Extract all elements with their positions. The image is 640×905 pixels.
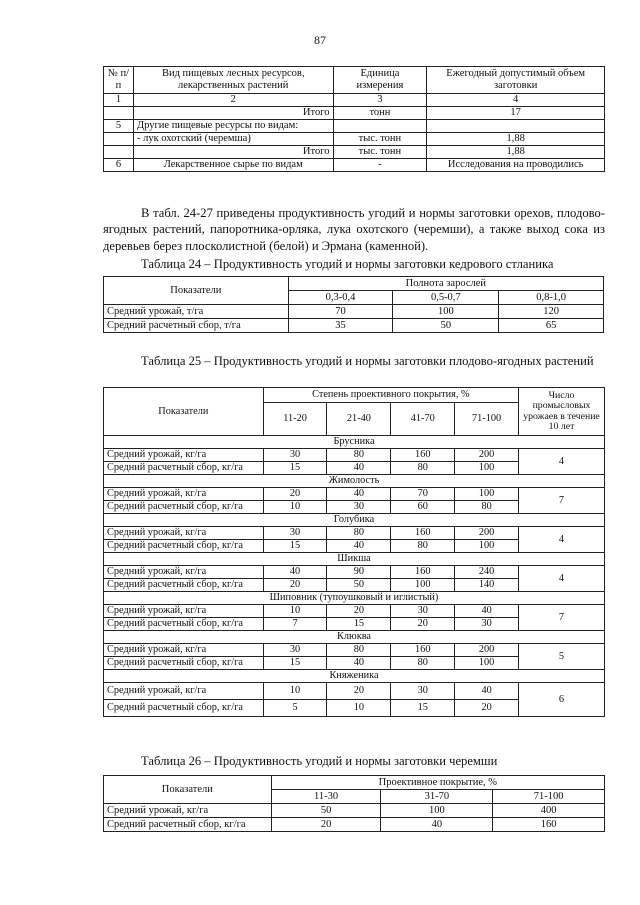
harvest-count: 6 (519, 683, 605, 717)
table-cell: 200 (455, 449, 519, 462)
section-title: Брусника (104, 436, 605, 449)
table-cell: 400 (493, 804, 605, 818)
row-label: Средний урожай, кг/га (104, 804, 272, 818)
table-cell: 80 (327, 644, 391, 657)
row-label: Средний урожай, кг/га (104, 566, 264, 579)
table-26 (103, 775, 605, 832)
table-cell: 100 (455, 462, 519, 475)
table-cell: 40 (327, 462, 391, 475)
table-cell: 240 (455, 566, 519, 579)
harvest-count: 4 (519, 527, 605, 553)
col-label: Показатели (104, 388, 264, 436)
column-header: 0,3-0,4 (288, 291, 393, 305)
group-label: Полнота зарослей (288, 277, 603, 291)
resources-table (103, 66, 605, 172)
body-paragraph (103, 205, 605, 254)
table-row (104, 305, 604, 319)
table-cell: 15 (263, 462, 327, 475)
table-cell: 30 (391, 605, 455, 618)
section-header-row (104, 514, 605, 527)
column-header: 11-30 (271, 790, 381, 804)
column-header: 41-70 (391, 403, 455, 436)
table-cell: 40 (455, 683, 519, 700)
col-label: Показатели (104, 776, 272, 804)
harvest-count: 7 (519, 488, 605, 514)
table-cell: 160 (391, 449, 455, 462)
row-label: Средний урожай, кг/га (104, 644, 264, 657)
column-header: 0,8-1,0 (499, 291, 604, 305)
row-label: Средний расчетный сбор, кг/га (104, 618, 264, 631)
table-row (104, 804, 605, 818)
table-cell: 140 (455, 579, 519, 592)
table-row (104, 527, 605, 540)
table-24 (103, 276, 604, 333)
table-cell (333, 120, 427, 133)
table-cell: 40 (327, 540, 391, 553)
column-header: 71-100 (493, 790, 605, 804)
table-cell: 30 (391, 683, 455, 700)
table-cell: - (333, 159, 427, 172)
table-cell: 80 (391, 657, 455, 670)
paragraph-text: В табл. 24-27 приведены продуктивность угодий и нормы заготовки орехов, плодово-ягодных растений, папоротника-орляка, лука охотского (черемши), а также выход сока из деревьев берез плосколистной (белой) и Эрмана (каменной). (103, 206, 605, 253)
col-label: Показатели (104, 277, 289, 305)
table-cell: 80 (391, 462, 455, 475)
table-cell: 35 (288, 319, 393, 333)
table-cell: 160 (391, 527, 455, 540)
column-header: 11-20 (263, 403, 327, 436)
table-cell: 7 (263, 618, 327, 631)
section-header-row (104, 475, 605, 488)
row-label: Средний урожай, кг/га (104, 605, 264, 618)
table-cell: тыс. тонн (333, 133, 427, 146)
table-cell: Итого (133, 107, 333, 120)
table-cell: 100 (393, 305, 499, 319)
table-cell: 200 (455, 644, 519, 657)
table-row (104, 566, 605, 579)
table-cell: 6 (104, 159, 134, 172)
table-cell: 40 (455, 605, 519, 618)
table-cell: 10 (263, 605, 327, 618)
table-cell: 100 (455, 657, 519, 670)
header-volume: Ежегодный допустимый объем заготовки (427, 67, 605, 94)
table-cell: тонн (333, 107, 427, 120)
table-cell: 15 (391, 700, 455, 717)
table-cell: 80 (327, 449, 391, 462)
section-title: Жимолость (104, 475, 605, 488)
table-cell: - лук охотский (черемша) (133, 133, 333, 146)
section-title: Княженика (104, 670, 605, 683)
table-cell: Лекарственное сырье по видам (133, 159, 333, 172)
table-cell: 15 (263, 540, 327, 553)
table-cell: 30 (263, 527, 327, 540)
table-cell: 30 (327, 501, 391, 514)
row-label: Средний урожай, т/га (104, 305, 289, 319)
harvest-count: 5 (519, 644, 605, 670)
table-cell: 5 (104, 120, 134, 133)
table-cell: 200 (455, 527, 519, 540)
table-cell: 10 (327, 700, 391, 717)
harvest-count-header: Число промысловых урожаев в течение 10 лет (519, 388, 605, 436)
table-cell: 50 (271, 804, 381, 818)
table-cell: 70 (391, 488, 455, 501)
table-cell: 1,88 (427, 146, 605, 159)
table-cell: 80 (455, 501, 519, 514)
table-cell: 50 (327, 579, 391, 592)
table-cell (427, 120, 605, 133)
section-header-row (104, 436, 605, 449)
harvest-count: 4 (519, 449, 605, 475)
table-cell: 40 (327, 657, 391, 670)
row-label: Средний расчетный сбор, кг/га (104, 501, 264, 514)
harvest-count: 4 (519, 566, 605, 592)
table-cell: 20 (455, 700, 519, 717)
table-cell: 30 (455, 618, 519, 631)
table-cell: 90 (327, 566, 391, 579)
table-cell: 60 (391, 501, 455, 514)
row-label: Средний расчетный сбор, т/га (104, 319, 289, 333)
table-cell: Другие пищевые ресурсы по видам: (133, 120, 333, 133)
table-cell: 160 (493, 818, 605, 832)
table-row (104, 644, 605, 657)
column-header: 71-100 (455, 403, 519, 436)
table-26-caption: Таблица 26 – Продуктивность угодий и нормы заготовки черемши (141, 754, 498, 768)
table-cell: Исследования на проводились (427, 159, 605, 172)
column-header: 21-40 (327, 403, 391, 436)
group-label: Степень проективного покрытия, % (263, 388, 518, 403)
table-cell: Итого (133, 146, 333, 159)
section-title: Голубика (104, 514, 605, 527)
table-cell: 20 (271, 818, 381, 832)
header-num: № п/п (104, 67, 134, 94)
header-kind: Вид пищевых лесных ресурсов, лекарственных растений (133, 67, 333, 94)
table-cell: 3 (333, 94, 427, 107)
table-cell (104, 107, 134, 120)
table-row (104, 683, 605, 700)
table-cell: 65 (499, 319, 604, 333)
table-cell: 5 (263, 700, 327, 717)
column-header: 0,5-0,7 (393, 291, 499, 305)
row-label: Средний урожай, кг/га (104, 488, 264, 501)
row-label: Средний урожай, кг/га (104, 449, 264, 462)
group-label: Проективное покрытие, % (271, 776, 604, 790)
table-cell: 20 (327, 683, 391, 700)
table-cell: 100 (455, 488, 519, 501)
section-header-row (104, 631, 605, 644)
table-cell: 2 (133, 94, 333, 107)
table-cell: 70 (288, 305, 393, 319)
table-cell: 20 (263, 488, 327, 501)
table-row (104, 146, 605, 159)
section-header-row (104, 670, 605, 683)
section-title: Шикша (104, 553, 605, 566)
section-header-row (104, 553, 605, 566)
table-row (104, 159, 605, 172)
table-cell: 1 (104, 94, 134, 107)
table-cell: 160 (391, 644, 455, 657)
harvest-count: 7 (519, 605, 605, 631)
table-row (104, 488, 605, 501)
table-cell: 20 (263, 579, 327, 592)
section-title: Шиповник (тупоушковый и иглистый) (104, 592, 605, 605)
table-cell: 50 (393, 319, 499, 333)
table-cell: 40 (327, 488, 391, 501)
table-cell: 10 (263, 501, 327, 514)
numbering-row (104, 94, 605, 107)
table-cell: 30 (263, 449, 327, 462)
table-25-caption: Таблица 25 – Продуктивность угодий и нормы заготовки плодово-ягодных растений (141, 354, 594, 368)
table-row (104, 449, 605, 462)
table-cell: 15 (263, 657, 327, 670)
table-cell: 40 (381, 818, 493, 832)
row-label: Средний расчетный сбор, кг/га (104, 579, 264, 592)
header-unit: Единица измерения (333, 67, 427, 94)
table-25 (103, 387, 605, 717)
table-row (104, 818, 605, 832)
table-cell: 40 (263, 566, 327, 579)
table-cell: 30 (263, 644, 327, 657)
table-cell: 100 (391, 579, 455, 592)
row-label: Средний расчетный сбор, кг/га (104, 540, 264, 553)
section-title: Клюква (104, 631, 605, 644)
section-header-row (104, 592, 605, 605)
table-row (104, 120, 605, 133)
table-cell: 20 (391, 618, 455, 631)
table-cell: 100 (381, 804, 493, 818)
table-cell: 1,88 (427, 133, 605, 146)
table-24-caption: Таблица 24 – Продуктивность угодий и нормы заготовки кедрового стланика (141, 257, 554, 271)
row-label: Средний расчетный сбор, кг/га (104, 818, 272, 832)
table-header-row (104, 67, 605, 94)
row-label: Средний расчетный сбор, кг/га (104, 657, 264, 670)
row-label: Средний расчетный сбор, кг/га (104, 462, 264, 475)
row-label: Средний урожай, кг/га (104, 527, 264, 540)
table-cell: 80 (327, 527, 391, 540)
table-cell: 10 (263, 683, 327, 700)
table-cell: 15 (327, 618, 391, 631)
row-label: Средний расчетный сбор, кг/га (104, 700, 264, 717)
table-row (104, 107, 605, 120)
table-cell: 80 (391, 540, 455, 553)
table-cell (104, 133, 134, 146)
table-cell: 100 (455, 540, 519, 553)
table-cell: 4 (427, 94, 605, 107)
table-cell: 160 (391, 566, 455, 579)
page-number: 87 (314, 33, 326, 47)
table-cell (104, 146, 134, 159)
row-label: Средний урожай, кг/га (104, 683, 264, 700)
table-cell: тыс. тонн (333, 146, 427, 159)
table-cell: 20 (327, 605, 391, 618)
column-header: 31-70 (381, 790, 493, 804)
table-cell: 120 (499, 305, 604, 319)
table-row (104, 319, 604, 333)
table-row (104, 133, 605, 146)
table-row (104, 605, 605, 618)
table-cell: 17 (427, 107, 605, 120)
